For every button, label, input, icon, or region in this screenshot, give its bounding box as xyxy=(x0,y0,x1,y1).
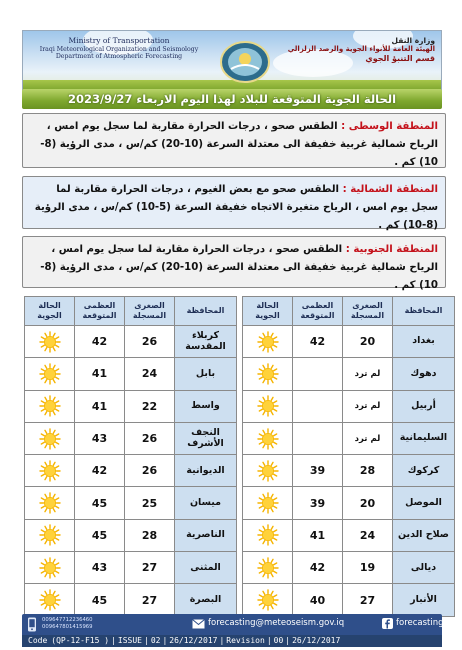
province-name: واسط xyxy=(175,390,237,422)
province-name: ميسان xyxy=(175,487,237,519)
header-max-temp: العظمى المتوقعة xyxy=(293,297,343,326)
header-arabic xyxy=(285,36,435,64)
column-gap xyxy=(237,455,243,487)
province-name: البصرة xyxy=(175,584,237,616)
column-gap xyxy=(237,552,243,584)
max-temp: 45 xyxy=(75,584,125,616)
column-gap xyxy=(237,326,243,358)
sun-icon xyxy=(39,524,61,546)
header-province: المحافظة xyxy=(393,297,455,326)
max-temp xyxy=(293,390,343,422)
max-temp: 41 xyxy=(75,390,125,422)
sun-icon xyxy=(39,395,61,417)
mail-icon xyxy=(192,619,205,629)
province-name: صلاح الدين xyxy=(393,519,455,551)
issue-number: 02 xyxy=(150,636,161,645)
weather-cell xyxy=(25,390,75,422)
min-temp: 20 xyxy=(343,487,393,519)
min-temp: 28 xyxy=(343,455,393,487)
province-name: دهوك xyxy=(393,358,455,390)
phone-number[interactable]: 009647712236460 xyxy=(42,617,93,623)
issue-date: 26/12/2017 xyxy=(169,636,218,645)
forecast-title: الحالة الجوية المتوقعة للبلاد لهذا اليوم الاربعاء 2023/9/27 xyxy=(22,89,442,109)
max-temp xyxy=(293,422,343,454)
header-min-temp: الصغرى المسجلة xyxy=(343,297,393,326)
table-row xyxy=(25,519,455,551)
region-south-text: الطقس صحو ، درجات الحرارة مقاربة لما سجل يوم امس ، الرياح شمالية غربية خفيفة الى معتدلة السرعة (10-20) كم/س ، مدى الرؤية (8-10) كم . xyxy=(40,244,438,291)
region-north-name: المنطقة الشمالية : xyxy=(342,184,438,195)
max-temp: 42 xyxy=(75,326,125,358)
sun-icon xyxy=(39,460,61,482)
column-gap xyxy=(237,297,243,326)
max-temp: 40 xyxy=(293,584,343,616)
max-temp: 45 xyxy=(75,519,125,551)
province-name: ديالى xyxy=(393,552,455,584)
weather-cell xyxy=(25,519,75,551)
weather-cell xyxy=(243,455,293,487)
max-temp: 42 xyxy=(75,455,125,487)
province-name: كربلاء المقدسة xyxy=(175,326,237,358)
min-temp: 27 xyxy=(343,584,393,616)
region-central xyxy=(22,113,446,168)
max-temp: 42 xyxy=(293,326,343,358)
header-province: المحافظة xyxy=(175,297,237,326)
column-gap xyxy=(237,390,243,422)
weather-cell xyxy=(25,326,75,358)
max-temp: 39 xyxy=(293,455,343,487)
organization-logo-icon xyxy=(219,39,271,85)
min-temp: 26 xyxy=(125,326,175,358)
document-footer xyxy=(22,614,442,647)
column-gap xyxy=(237,422,243,454)
weather-cell xyxy=(243,552,293,584)
header-weather: الحالة الجوية xyxy=(243,297,293,326)
revision-date: 26/12/2017 xyxy=(292,636,341,645)
sun-icon xyxy=(39,557,61,579)
region-central-text: الطقس صحو ، درجات الحرارة مقاربة لما سجل يوم امس ، الرياح شمالية غربية خفيفة الى معتدلة السرعة (10-20) كم/س ، مدى الرؤية (8-10) كم . xyxy=(40,121,438,168)
weather-cell xyxy=(25,487,75,519)
revision-number: 00 xyxy=(273,636,284,645)
sun-icon xyxy=(257,492,279,514)
sun-icon xyxy=(39,363,61,385)
min-temp: لم ترد xyxy=(343,390,393,422)
province-name: الناصرية xyxy=(175,519,237,551)
facebook-link[interactable]: forecasting xyxy=(396,618,444,628)
max-temp: 41 xyxy=(75,358,125,390)
min-temp: 20 xyxy=(343,326,393,358)
table-row xyxy=(25,487,455,519)
weather-cell xyxy=(25,358,75,390)
revision-label: Revision xyxy=(226,636,265,645)
province-name: النجف الأشرف xyxy=(175,422,237,454)
weather-cell xyxy=(243,326,293,358)
min-temp: لم ترد xyxy=(343,422,393,454)
min-temp: 25 xyxy=(125,487,175,519)
sun-icon xyxy=(39,492,61,514)
phone-icon xyxy=(26,617,38,632)
region-south-name: المنطقة الجنوبية : xyxy=(345,244,438,255)
weather-cell xyxy=(243,487,293,519)
min-temp: 24 xyxy=(343,519,393,551)
weather-cell xyxy=(25,552,75,584)
sun-icon xyxy=(257,524,279,546)
department-name-en: Department of Atmospheric Forecasting xyxy=(55,52,183,60)
max-temp: 45 xyxy=(75,487,125,519)
weather-cell xyxy=(243,584,293,616)
sun-icon xyxy=(257,557,279,579)
min-temp: 26 xyxy=(125,422,175,454)
min-temp: 22 xyxy=(125,390,175,422)
region-central-name: المنطقة الوسطى : xyxy=(341,121,438,132)
province-name: الموصل xyxy=(393,487,455,519)
region-north-text: الطقس صحو مع بعض الغيوم ، درجات الحرارة مقاربة لما سجل يوم امس ، الرياح متغيرة الاتجاه خفيفة السرعة (5-10) كم/س ، مدى الرؤية (8-10) كم . xyxy=(34,184,438,231)
column-gap xyxy=(237,487,243,519)
weather-cell xyxy=(243,519,293,551)
sun-icon xyxy=(257,395,279,417)
column-gap xyxy=(237,519,243,551)
organization-name-en: Iraqi Meteorological Organization and Seismology xyxy=(39,45,199,53)
code-label: Code xyxy=(28,636,48,645)
table-row xyxy=(25,422,455,454)
weather-cell xyxy=(25,422,75,454)
province-name: الأنبار xyxy=(393,584,455,616)
column-gap xyxy=(237,358,243,390)
province-name: السليمانية xyxy=(393,422,455,454)
weather-cell xyxy=(243,358,293,390)
sun-icon xyxy=(39,428,61,450)
weather-cell xyxy=(243,422,293,454)
min-temp: 24 xyxy=(125,358,175,390)
code-value: (QP-12-F15 ) xyxy=(51,636,110,645)
max-temp: 41 xyxy=(293,519,343,551)
issue-label: ISSUE xyxy=(117,636,142,645)
ministry-name-en: Ministry of Transportation xyxy=(68,36,170,45)
min-temp: 26 xyxy=(125,455,175,487)
sun-icon xyxy=(257,331,279,353)
max-temp: 43 xyxy=(75,552,125,584)
max-temp: 43 xyxy=(75,422,125,454)
min-temp: 28 xyxy=(125,519,175,551)
province-name: كركوك xyxy=(393,455,455,487)
header-min-temp: الصغرى المسجلة xyxy=(125,297,175,326)
sun-icon xyxy=(39,589,61,611)
table-row xyxy=(25,390,455,422)
min-temp: لم ترد xyxy=(343,358,393,390)
weather-cell xyxy=(25,584,75,616)
header-english xyxy=(29,37,209,60)
min-temp: 27 xyxy=(125,584,175,616)
organization-name-ar: الهيئة العامة للأنواء الجوية والرصد الزلزالي xyxy=(287,45,435,54)
max-temp xyxy=(293,358,343,390)
table-row xyxy=(25,584,455,616)
phone-numbers xyxy=(42,617,93,631)
sun-icon xyxy=(257,428,279,450)
sun-icon xyxy=(257,460,279,482)
table-row xyxy=(25,455,455,487)
province-name: بغداد xyxy=(393,326,455,358)
weather-cell xyxy=(243,390,293,422)
letterhead-banner xyxy=(22,30,442,95)
province-name: الديوانية xyxy=(175,455,237,487)
province-name: المثنى xyxy=(175,552,237,584)
phone-number[interactable]: 009647801415969 xyxy=(42,624,93,630)
facebook-icon xyxy=(382,618,393,629)
email-link[interactable]: forecasting@meteoseism.gov.iq xyxy=(208,618,345,628)
province-name: أربيل xyxy=(393,390,455,422)
table-header-row xyxy=(25,297,455,326)
table-row xyxy=(25,358,455,390)
contact-strip xyxy=(22,614,442,635)
region-south xyxy=(22,236,446,291)
min-temp: 19 xyxy=(343,552,393,584)
province-name: بابل xyxy=(175,358,237,390)
department-name-ar: قسم التنبؤ الجوي xyxy=(365,54,435,64)
min-temp: 27 xyxy=(125,552,175,584)
ministry-name-ar: وزارة النقل xyxy=(391,36,435,45)
max-temp: 42 xyxy=(293,552,343,584)
max-temp: 39 xyxy=(293,487,343,519)
table-row xyxy=(25,552,455,584)
header-max-temp: العظمى المتوقعة xyxy=(75,297,125,326)
column-gap xyxy=(237,584,243,616)
sun-icon xyxy=(39,331,61,353)
forecast-table xyxy=(24,296,455,617)
sun-icon xyxy=(257,589,279,611)
table-row xyxy=(25,326,455,358)
document-control-strip: Code (QP-12-F15 ) | ISSUE | 02 | 26/12/2017 | Revision | 00 | 26/12/2017 xyxy=(22,635,442,647)
header-weather: الحالة الجوية xyxy=(25,297,75,326)
weather-cell xyxy=(25,455,75,487)
sun-icon xyxy=(257,363,279,385)
region-north xyxy=(22,176,446,229)
